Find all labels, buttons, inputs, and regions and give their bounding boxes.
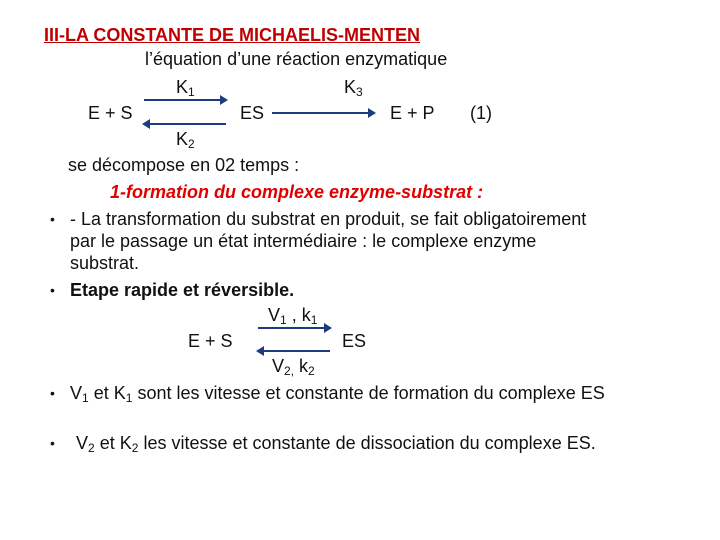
eq1-k1-label: $K_1$ xyxy=(176,77,195,99)
step1-heading: 1-formation du complexe enzyme-substrat : xyxy=(110,182,484,202)
eq1-reverse-arrow xyxy=(144,123,226,125)
bullet-2-text: Etape rapide et réversible. xyxy=(70,280,295,300)
eq1-k2-label: $K_2$ xyxy=(176,129,195,151)
bullet-3-text: $V_1$ et $K_1$ sont les vitesse et constante de formation du complexe ES xyxy=(70,383,605,405)
eq2-lhs: E + S xyxy=(188,331,233,351)
eq1-k3-label: $K_3$ xyxy=(344,77,363,99)
page-title: III-LA CONSTANTE DE MICHAELIS-MENTEN xyxy=(44,25,420,45)
bullet-4-text: $V_2$ et $K_2$ les vitesse et constante de dissociation du complexe ES. xyxy=(76,433,596,455)
eq2-bottom-label: $V_{2,}$ $k_2$ xyxy=(272,356,315,378)
bullet-4-marker: • xyxy=(50,435,55,451)
eq1-forward-arrow xyxy=(144,99,226,101)
subtitle: l’équation d’une réaction enzymatique xyxy=(145,49,448,69)
eq1-number: (1) xyxy=(470,103,492,123)
eq2-rhs: ES xyxy=(342,331,367,351)
eq2-forward-arrow xyxy=(258,327,330,329)
eq2-reverse-arrow xyxy=(258,350,330,352)
decompose-text: se décompose en 02 temps : xyxy=(68,155,300,175)
bullet-2-marker: • xyxy=(50,282,55,298)
eq2-top-label: $V_1$ , $k_1$ xyxy=(268,305,318,327)
eq1-complex: ES xyxy=(240,103,265,123)
bullet-1-line-3: substrat. xyxy=(70,253,140,273)
eq1-lhs: E + S xyxy=(88,103,133,123)
bullet-1-line-1: - La transformation du substrat en produit, se fait obligatoirement xyxy=(70,209,587,229)
bullet-1-marker: • xyxy=(50,211,55,227)
bullet-1-line-2: par le passage un état intermédiaire : le complexe enzyme xyxy=(70,231,537,251)
eq1-rhs: E + P xyxy=(390,103,435,123)
bullet-3-marker: • xyxy=(50,385,55,401)
eq1-product-arrow xyxy=(272,112,374,114)
